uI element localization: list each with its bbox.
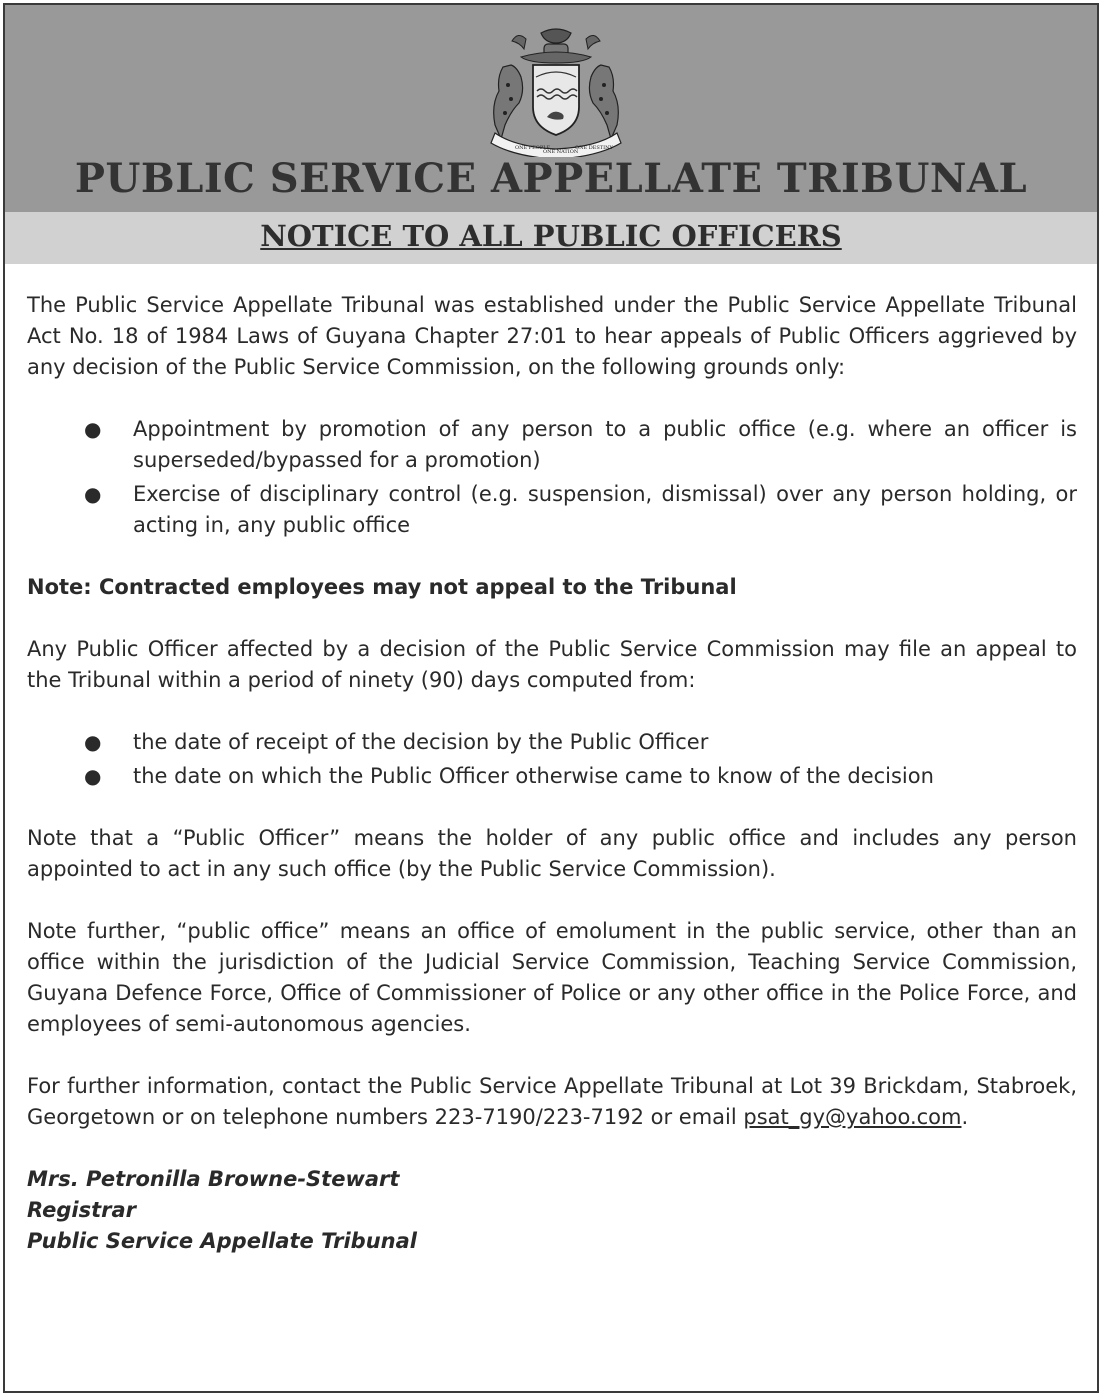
public-officer-definition: Note that a “Public Officer” means the holder of any public office and includes any person appointed to act in any such office (by the Public Service Commission). bbox=[27, 826, 1077, 881]
list-item bbox=[27, 414, 1077, 476]
appeal-period-paragraph: Any Public Officer affected by a decision of the Public Service Commission may file an appeal to the Tribunal within a period of ninety (90) days computed from: bbox=[27, 637, 1077, 692]
notice-frame bbox=[3, 3, 1099, 1393]
list-item bbox=[27, 761, 1077, 792]
subtitle-band bbox=[5, 212, 1097, 264]
bullet-icon: ● bbox=[84, 730, 102, 754]
signature-block bbox=[27, 1164, 1077, 1257]
contact-email-link[interactable]: psat_gy@yahoo.com bbox=[743, 1105, 962, 1129]
computed-from-text: the date of receipt of the decision by the Public Officer bbox=[133, 730, 709, 754]
contact-end: . bbox=[961, 1105, 969, 1129]
signatory-name: Mrs. Petronilla Browne-Stewart bbox=[27, 1167, 400, 1191]
crest-motto-2: ONE NATION bbox=[543, 149, 579, 155]
ground-text: Exercise of disciplinary control (e.g. suspension, dismissal) over any person holding, or acting in, any public office bbox=[133, 482, 1077, 537]
tribunal-title: PUBLIC SERVICE APPELLATE TRIBUNAL bbox=[74, 155, 1028, 202]
public-office-definition: Note further, “public office” means an office of emolument in the public service, other than an office within the jurisdiction of the Judicial Service Commission, Teaching Service Commission, Guyana Defence Force, Office of Commissioner of Police or any other office in the Police Force, and employees of semi-autonomous agencies. bbox=[27, 919, 1077, 1036]
bullet-icon: ● bbox=[84, 417, 102, 441]
grounds-list bbox=[27, 414, 1077, 541]
bullet-icon: ● bbox=[84, 764, 102, 788]
computed-from-text: the date on which the Public Officer otherwise came to know of the decision bbox=[133, 764, 934, 788]
bullet-icon: ● bbox=[84, 482, 102, 506]
signatory-org: Public Service Appellate Tribunal bbox=[27, 1229, 417, 1253]
ground-text: Appointment by promotion of any person to a public office (e.g. where an officer is superseded/bypassed for a promotion) bbox=[133, 417, 1077, 472]
list-item bbox=[27, 727, 1077, 758]
notice-subtitle: NOTICE TO ALL PUBLIC OFFICERS bbox=[260, 219, 842, 253]
list-item bbox=[27, 479, 1077, 541]
intro-paragraph: The Public Service Appellate Tribunal was established under the Public Service Appellate Tribunal Act No. 18 of 1984 Laws of Guyana Chapter 27:01 to hear appeals of Public Officers aggrieved by any decision of the Public Service Commission, on the following grounds only: bbox=[27, 293, 1077, 379]
computed-from-list bbox=[27, 727, 1077, 792]
crest-motto-1: ONE PEOPLE bbox=[515, 145, 551, 151]
notice-body bbox=[27, 290, 1077, 1257]
contact-text: For further information, contact the Public Service Appellate Tribunal at Lot 39 Brickdam, Stabroek, Georgetown or on telephone numbers 223-7190/223-7192 or email bbox=[27, 1074, 1077, 1129]
contracted-note: Note: Contracted employees may not appeal to the Tribunal bbox=[27, 575, 737, 599]
header-band bbox=[5, 5, 1097, 212]
contact-paragraph bbox=[27, 1071, 1077, 1133]
crest-motto-3: ONE DESTINY bbox=[575, 145, 613, 151]
coat-of-arms-icon bbox=[481, 27, 631, 157]
signatory-role: Registrar bbox=[27, 1198, 137, 1222]
